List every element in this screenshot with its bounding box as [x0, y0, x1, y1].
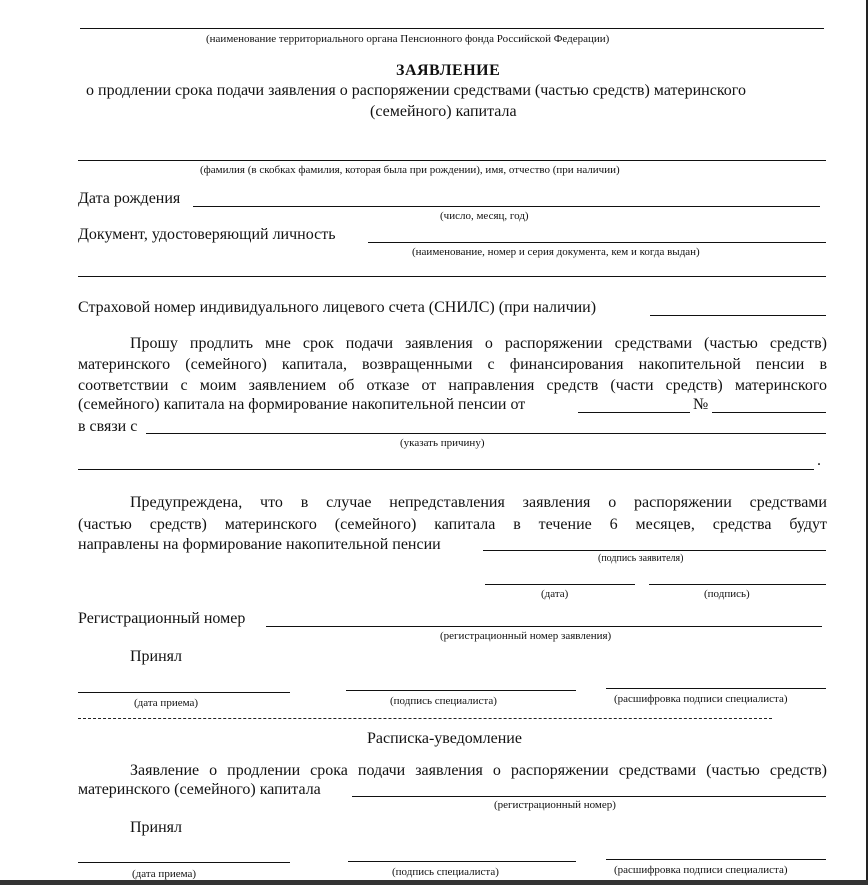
request-text-line2: материнского (семейного) капитала, возвращенными с финансирования накопительной пенсии в [78, 356, 827, 373]
applicant-date-line[interactable] [485, 584, 635, 585]
receipt-specialist-signature-line[interactable] [348, 861, 576, 862]
specialist-name-caption: (расшифровка подписи специалиста) [614, 693, 788, 705]
document-subtitle-line1: о продлении срока подачи заявления о распоряжении средствами (частью средств) материнского [86, 82, 746, 99]
cut-line [78, 718, 772, 719]
request-text-line3: соответствии с моим заявлением об отказе от направления средств (части средств) материнского [78, 377, 827, 394]
document-title: ЗАЯВЛЕНИЕ [396, 62, 501, 79]
receipt-specialist-name-line[interactable] [606, 859, 826, 860]
request-text-line4: (семейного) капитала на формирование накопительной пенсии от [78, 396, 526, 413]
refusal-number-line[interactable] [712, 412, 826, 413]
fio-line[interactable] [78, 160, 826, 161]
specialist-name-line[interactable] [606, 688, 826, 689]
receipt-title: Расписка-уведомление [367, 730, 522, 747]
registration-number-line[interactable] [266, 626, 822, 627]
document-subtitle-line2: (семейного) капитала [370, 103, 517, 120]
receipt-specialist-name-caption: (расшифровка подписи специалиста) [614, 864, 788, 876]
acceptance-date-line[interactable] [78, 692, 290, 693]
specialist-signature-caption: (подпись специалиста) [390, 695, 497, 707]
applicant-signature-line[interactable] [483, 550, 826, 551]
reason-end-dot: . [817, 452, 821, 469]
birth-date-label: Дата рождения [78, 190, 181, 207]
scan-edge-bottom [0, 880, 868, 885]
receipt-accepted-label: Принял [130, 819, 183, 836]
reason-line[interactable] [146, 433, 826, 434]
receipt-specialist-signature-caption: (подпись специалиста) [392, 866, 499, 878]
registration-number-label: Регистрационный номер [78, 610, 246, 627]
number-sign: № [693, 396, 709, 413]
receipt-registration-caption: (регистрационный номер) [494, 799, 616, 811]
reason-caption: (указать причину) [400, 437, 485, 449]
registration-number-caption: (регистрационный номер заявления) [440, 630, 612, 642]
receipt-registration-line[interactable] [352, 796, 826, 797]
request-text-line1: Прошу продлить мне срок подачи заявления о распоряжении средствами (частью средств) [130, 335, 827, 352]
refusal-date-line[interactable] [578, 412, 690, 413]
warning-text-line2: (частью средств) материнского (семейного) капитала в течение 6 месяцев, средства будут [78, 516, 827, 533]
identity-document-caption: (наименование, номер и серия документа, кем и когда выдан) [412, 246, 700, 258]
fio-caption: (фамилия (в скобках фамилия, которая была при рождении), имя, отчество (при наличии) [200, 164, 620, 176]
birth-date-line[interactable] [193, 206, 820, 207]
warning-text-line1: Предупреждена, что в случае непредставления заявления о распоряжении средствами [130, 494, 827, 511]
identity-document-line-2[interactable] [78, 276, 826, 277]
accepted-label: Принял [130, 648, 183, 665]
acceptance-date-caption: (дата приема) [134, 697, 199, 709]
receipt-text-line1: Заявление о продлении срока подачи заявления о распоряжении средствами (частью средств) [130, 762, 827, 779]
receipt-text-line2: материнского (семейного) капитала [78, 781, 321, 798]
org-name-caption: (наименование территориального органа Пенсионного фонда Российской Федерации) [206, 33, 610, 45]
warning-text-line3: направлены на формирование накопительной пенсии [78, 536, 441, 553]
specialist-signature-line[interactable] [346, 690, 576, 691]
identity-document-label: Документ, удостоверяющий личность [78, 226, 336, 243]
reason-line-2[interactable] [78, 469, 814, 470]
applicant-sign-caption: (подпись) [704, 588, 750, 600]
applicant-date-caption: (дата) [541, 588, 569, 600]
birth-date-caption: (число, месяц, год) [440, 210, 529, 222]
applicant-sign-line[interactable] [649, 584, 826, 585]
reason-label: в связи с [78, 418, 138, 435]
applicant-signature-caption: (подпись заявителя) [598, 553, 684, 564]
snils-label: Страховой номер индивидуального лицевого счета (СНИЛС) (при наличии) [78, 299, 597, 316]
receipt-date-line[interactable] [78, 862, 290, 863]
snils-line[interactable] [650, 315, 826, 316]
identity-document-line[interactable] [368, 242, 826, 243]
org-name-line[interactable] [80, 28, 824, 29]
receipt-date-caption: (дата приема) [132, 868, 197, 880]
